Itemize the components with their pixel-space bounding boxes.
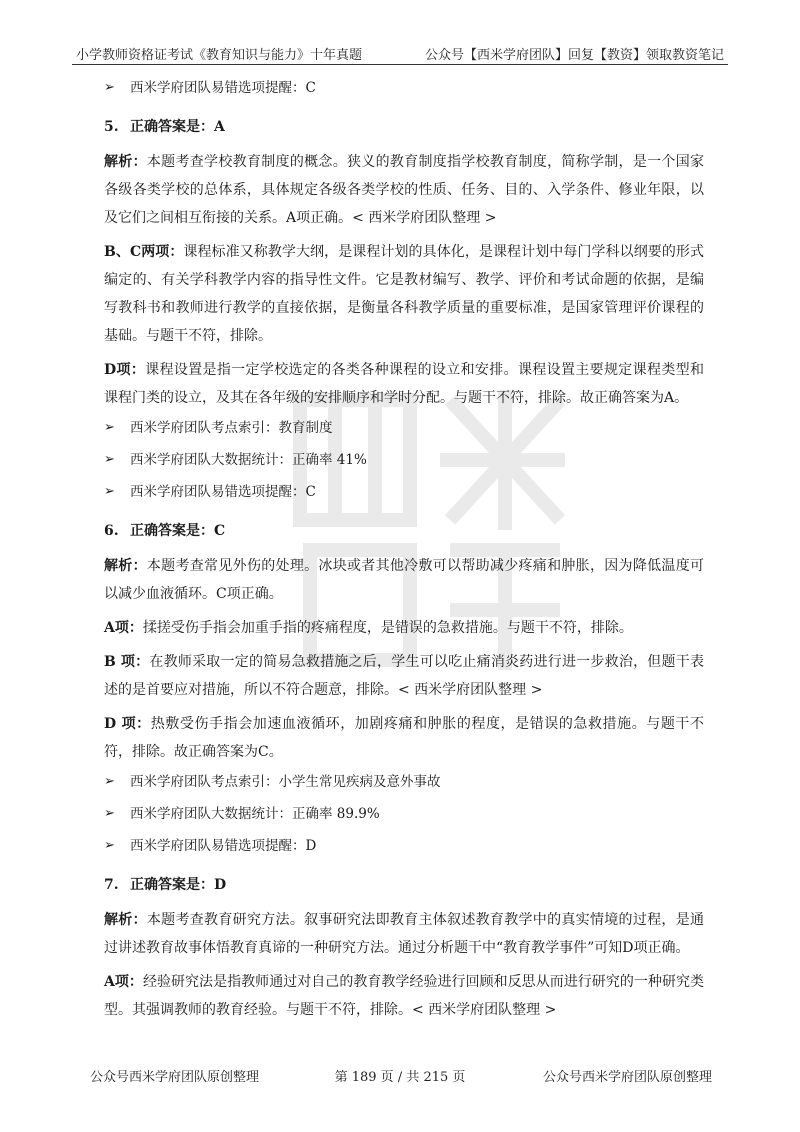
- option-explanation-d: D 项：热敷受伤手指会加速血液循环，加剧疼痛和肿胀的程度，是错误的急救措施。与题干不符，排除。故正确答案为C。: [104, 716, 705, 760]
- answer-heading-5: 5. 正确答案是：A: [104, 119, 225, 135]
- list-item: ➢ 西米学府团队易错选项提醒：C: [104, 80, 316, 96]
- arrow-bullet-icon: ➢: [104, 774, 115, 789]
- option-explanation-a: A项：经验研究法是指教师通过对自己的教育教学经验进行回顾和反思从而进行研究的一种研究类型。其强调教师的教育经验。与题干不符，排除。< 西米学府团队整理 >: [104, 974, 704, 1018]
- header-title: 小学教师资格证考试《教育知识与能力》十年真题: [76, 48, 363, 63]
- option-explanation-b: B 项：在教师采取一定的简易急救措施之后，学生可以吃止痛消炎药进行进一步救治，但题干表述的是首要应对措施，所以不符合题意，排除。< 西米学府团队整理 >: [104, 654, 704, 698]
- analysis-paragraph: 解析：本题考查常见外伤的处理。冰块或者其他冷敷可以帮助减少疼痛和肿胀，因为降低温度可以减少血液循环。C项正确。: [104, 558, 705, 602]
- option-explanation-d: D项：课程设置是指一定学校选定的各类各种课程的设立和安排。课程设置主要规定课程类型和课程门类的设立，及其在各年级的安排顺序和学时分配。与题干不符，排除。故正确答案为A。: [104, 362, 704, 406]
- page-header: [72, 40, 728, 65]
- list-item: ➢ 西米学府团队易错选项提醒：C: [104, 484, 316, 500]
- list-item: ➢ 西米学府团队大数据统计：正确率 41%: [104, 452, 367, 468]
- header-promo: 公众号【西米学府团队】回复【教资】领取教资笔记: [424, 48, 724, 63]
- answer-heading-7: 7. 正确答案是：D: [104, 877, 227, 893]
- page-number: 第 189 页 / 共 215 页: [334, 1070, 466, 1085]
- page-content: [104, 78, 704, 1030]
- arrow-bullet-icon: ➢: [104, 484, 115, 499]
- option-explanation-bc: B、C两项：课程标准又称教学大纲，是课程计划的具体化，是课程计划中每门学科以纲要的形式编定的、有关学科教学内容的指导性文件。它是教材编写、教学、评价和考试命题的依据，是编写教科书和教师进行教学的直接依据，是衡量各科教学质量的重要标准，是国家管理评价课程的基础。与题干不符，排除。: [104, 244, 704, 344]
- analysis-paragraph: 解析：本题考查教育研究方法。叙事研究法即教育主体叙述教育教学中的真实情境的过程，是通过讲述教育故事体悟教育真谛的一种研究方法。通过分析题干中“教育教学事件”可知D项正确。: [104, 912, 705, 956]
- list-item: ➢ 西米学府团队考点索引：小学生常见疾病及意外事故: [104, 774, 441, 790]
- analysis-paragraph: 解析：本题考查学校教育制度的概念。狭义的教育制度指学校教育制度，简称学制，是一个国家各级各类学校的总体系，具体规定各级各类学校的性质、任务、目的、入学条件、修业年限，以及它们之间相互衔接的关系。A项正确。< 西米学府团队整理 >: [104, 154, 705, 226]
- answer-heading-6: 6. 正确答案是：C: [104, 523, 226, 539]
- arrow-bullet-icon: ➢: [104, 838, 115, 853]
- option-explanation-a: A项：揉搓受伤手指会加重手指的疼痛程度，是错误的急救措施。与题干不符，排除。: [104, 620, 633, 636]
- footer-left: 公众号西米学府团队原创整理: [90, 1070, 260, 1085]
- arrow-bullet-icon: ➢: [104, 452, 115, 467]
- footer-right: 公众号西米学府团队原创整理: [542, 1070, 712, 1085]
- arrow-bullet-icon: ➢: [104, 420, 115, 435]
- list-item: ➢ 西米学府团队易错选项提醒：D: [104, 838, 317, 854]
- list-item: ➢ 西米学府团队大数据统计：正确率 89.9%: [104, 806, 380, 822]
- arrow-bullet-icon: ➢: [104, 806, 115, 821]
- arrow-bullet-icon: ➢: [104, 80, 115, 95]
- list-item: ➢ 西米学府团队考点索引：教育制度: [104, 420, 333, 436]
